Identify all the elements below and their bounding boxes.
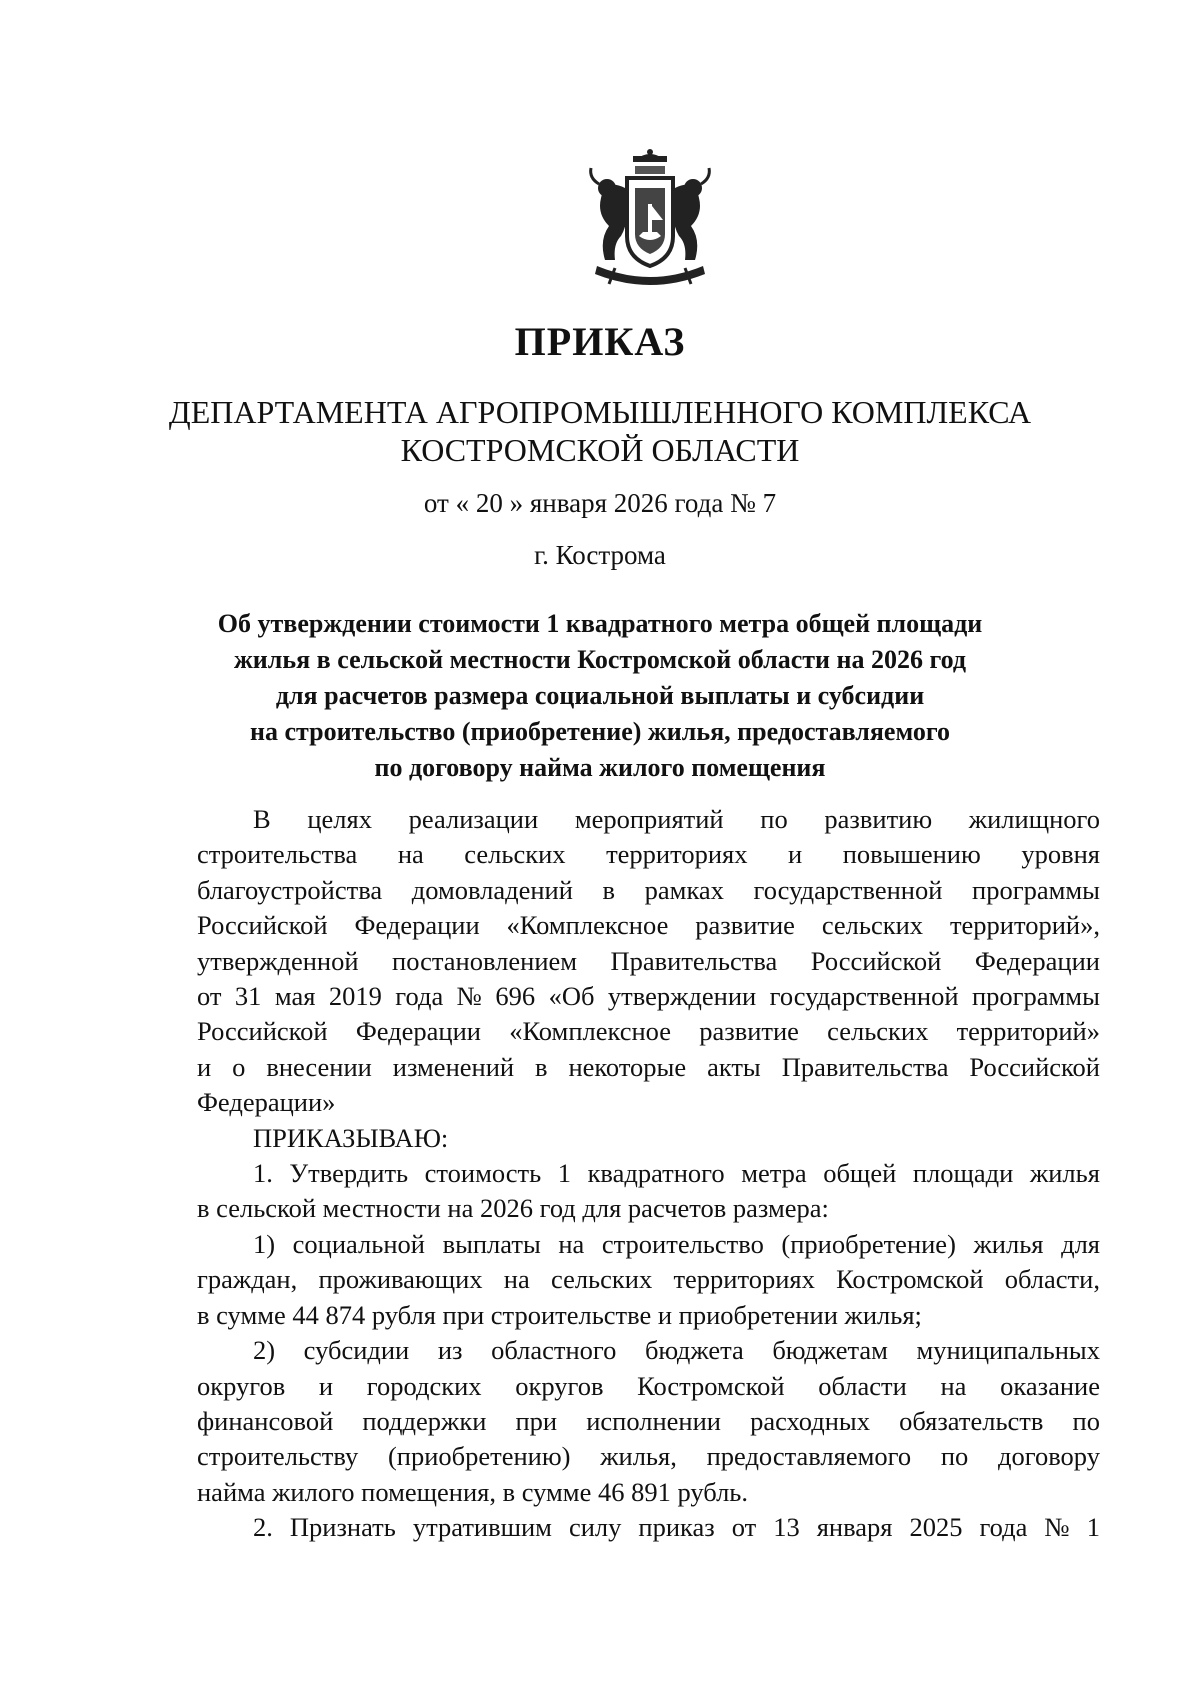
word: изменений	[392, 1051, 515, 1082]
item-1-1-line: в сумме 44 874 рубля при строительстве и приобретении жилья;	[197, 1299, 922, 1330]
word: Федерации	[354, 910, 480, 941]
preamble-line	[197, 837, 1100, 872]
word: на	[940, 1370, 967, 1401]
word: Российской	[810, 945, 942, 976]
word: некоторые	[568, 1051, 687, 1082]
word: благоустройства	[197, 874, 383, 905]
word: целях	[307, 804, 372, 834]
word: 696	[495, 981, 536, 1012]
word: территориях	[673, 1264, 815, 1295]
word: Костромской	[637, 1370, 785, 1401]
word: В	[253, 804, 271, 834]
word: проживающих	[318, 1264, 483, 1295]
item-1-line: в сельской местности на 2026 год для расчетов размера:	[197, 1193, 829, 1224]
word: утратившим	[412, 1512, 552, 1543]
word: января	[816, 1512, 893, 1543]
item-2-line	[197, 1510, 1100, 1545]
word: 31	[234, 981, 262, 1012]
word: в	[535, 1051, 548, 1082]
word: №	[456, 981, 482, 1012]
word: Утвердить	[289, 1158, 409, 1189]
word: года	[979, 1512, 1028, 1543]
word: Федерации	[974, 945, 1100, 976]
word: выплаты	[442, 1228, 541, 1259]
word: бюджетам	[772, 1335, 888, 1366]
word: Правительства	[781, 1051, 949, 1082]
word: и	[197, 1051, 212, 1082]
preamble-line: Федерации»	[197, 1087, 336, 1118]
word: домовладений	[411, 874, 573, 905]
word: 2.	[253, 1512, 273, 1543]
word: территорий»	[956, 1016, 1100, 1047]
word: городских	[366, 1370, 482, 1401]
word: «Комплексное	[509, 1016, 671, 1047]
word: стоимость	[424, 1158, 542, 1189]
word: финансовой	[197, 1405, 334, 1436]
word: №	[1044, 1512, 1070, 1543]
word: и	[318, 1370, 334, 1401]
word: оказание	[1000, 1370, 1100, 1401]
word: строительства	[197, 839, 358, 870]
preamble-line	[197, 1014, 1100, 1049]
word: 13	[773, 1512, 800, 1543]
word: мероприятий	[574, 804, 724, 834]
word: внесении	[266, 1051, 372, 1082]
word: для	[1061, 1228, 1100, 1259]
item-1-1-line	[197, 1227, 1100, 1262]
word: «Комплексное	[506, 910, 669, 941]
preamble-line	[197, 944, 1100, 979]
word: на	[558, 1228, 585, 1259]
word: при	[515, 1405, 558, 1436]
word: Правительства	[610, 945, 778, 976]
item-1-2-line	[197, 1404, 1100, 1439]
word: субсидии	[303, 1335, 410, 1366]
word: исполнении	[586, 1405, 721, 1436]
word: областного	[491, 1335, 617, 1366]
item-1-2-line	[197, 1439, 1100, 1474]
word: рамках	[644, 874, 724, 905]
item-1-2-line	[197, 1369, 1100, 1404]
word: Российской	[969, 1051, 1100, 1082]
subject-line: на строительство (приобретение) жилья, предоставляемого	[250, 717, 950, 746]
item-1-line	[197, 1156, 1100, 1191]
word: постановлением	[392, 945, 578, 976]
word: бюджета	[644, 1335, 744, 1366]
word: Признать	[289, 1512, 396, 1543]
word: утвержденной	[197, 945, 359, 976]
word: из	[437, 1335, 463, 1366]
subject-line: жилья в сельской местности Костромской области на 2026 год	[233, 645, 967, 674]
word: квадратного	[587, 1158, 725, 1189]
word: государственной	[769, 981, 959, 1012]
word: 1.	[253, 1158, 273, 1189]
word: 2019	[328, 981, 382, 1012]
word: площади	[912, 1158, 1014, 1189]
preamble-line	[197, 1050, 1100, 1085]
word: на	[397, 839, 424, 870]
word: жилья,	[600, 1441, 677, 1472]
word: в	[602, 874, 616, 905]
word: обязательств	[899, 1405, 1044, 1436]
word: повышению	[842, 839, 981, 870]
word: по	[1072, 1405, 1100, 1436]
word: (приобретение)	[781, 1228, 956, 1259]
word: Костромской	[836, 1264, 984, 1295]
word: по	[940, 1441, 969, 1472]
word: уровня	[1021, 839, 1100, 870]
word: социальной	[292, 1228, 425, 1259]
order-body	[197, 802, 1100, 1546]
word: развитие	[695, 910, 795, 941]
word: (приобретению)	[387, 1441, 571, 1472]
preamble-line	[197, 802, 1100, 837]
word: 2025	[909, 1512, 963, 1543]
word: округов	[515, 1370, 604, 1401]
word: 2)	[253, 1335, 276, 1366]
word: территорий»,	[949, 910, 1100, 941]
word: жилья	[1029, 1158, 1100, 1189]
word: Российской	[197, 1016, 328, 1047]
word: утверждении	[607, 981, 757, 1012]
word: метра	[741, 1158, 807, 1189]
subject-line: Об утверждении стоимости 1 квадратного метра общей площади	[217, 609, 983, 638]
word: строительство	[601, 1228, 764, 1259]
word: строительству	[197, 1441, 359, 1472]
word: приказ	[638, 1512, 715, 1543]
word: поддержки	[362, 1405, 487, 1436]
order-subject	[200, 606, 1000, 786]
word: сельских	[550, 1264, 653, 1295]
preamble-line	[197, 979, 1100, 1014]
word: акты	[707, 1051, 761, 1082]
word: государственной	[753, 874, 943, 905]
order-city: г. Кострома	[534, 540, 666, 570]
item-1-1-line	[197, 1262, 1100, 1297]
subject-line: для расчетов размера социальной выплаты и субсидии	[275, 681, 925, 710]
preamble-line	[197, 908, 1100, 943]
item-1-2-line: найма жилого помещения, в сумме 46 891 рубль.	[197, 1476, 749, 1507]
word: сельских	[827, 1016, 929, 1047]
document-title: ПРИКАЗ	[514, 319, 686, 364]
department-name-line1: ДЕПАРТАМЕНТА АГРОПРОМЫШЛЕННОГО КОМПЛЕКСА	[168, 394, 1032, 430]
word: «Об	[548, 981, 595, 1012]
word: жилья	[973, 1228, 1044, 1259]
order-word: ПРИКАЗЫВАЮ:	[253, 1122, 449, 1153]
subject-line: по договору найма жилого помещения	[374, 753, 826, 782]
word: 1)	[253, 1228, 276, 1259]
word: Российской	[197, 910, 328, 941]
word: от	[197, 981, 222, 1012]
word: о	[232, 1051, 246, 1082]
word: года	[395, 981, 444, 1012]
preamble-line	[197, 873, 1100, 908]
word: развитие	[699, 1016, 799, 1047]
word: мая	[274, 981, 316, 1012]
word: по	[760, 804, 788, 834]
word: расходных	[750, 1405, 870, 1436]
word: предоставляемого	[706, 1441, 912, 1472]
word: договору	[998, 1441, 1100, 1472]
word: территориях	[606, 839, 748, 870]
order-date-number: от « 20 » января 2026 года № 7	[423, 488, 777, 518]
word: общей	[823, 1158, 897, 1189]
word: муниципальных	[916, 1335, 1100, 1366]
word: на	[503, 1264, 530, 1295]
word: округов	[197, 1370, 286, 1401]
word: области	[818, 1370, 907, 1401]
word: программы	[971, 981, 1100, 1012]
item-1-2-line	[197, 1333, 1100, 1368]
word: 1	[557, 1158, 572, 1189]
word: жилищного	[968, 804, 1100, 834]
word: силу	[568, 1512, 622, 1543]
word: развитию	[824, 804, 933, 834]
word: сельских	[821, 910, 924, 941]
word: и	[787, 839, 803, 870]
word: граждан,	[197, 1264, 298, 1295]
word: от	[731, 1512, 757, 1543]
department-name-line2: КОСТРОМСКОЙ ОБЛАСТИ	[400, 432, 800, 468]
word: реализации	[408, 804, 539, 834]
word: области,	[1004, 1264, 1100, 1295]
word: 1	[1086, 1512, 1100, 1543]
word: программы	[972, 874, 1100, 905]
word: сельских	[464, 839, 566, 870]
word: Федерации	[355, 1016, 481, 1047]
kostroma-coat-of-arms-icon	[575, 148, 725, 298]
